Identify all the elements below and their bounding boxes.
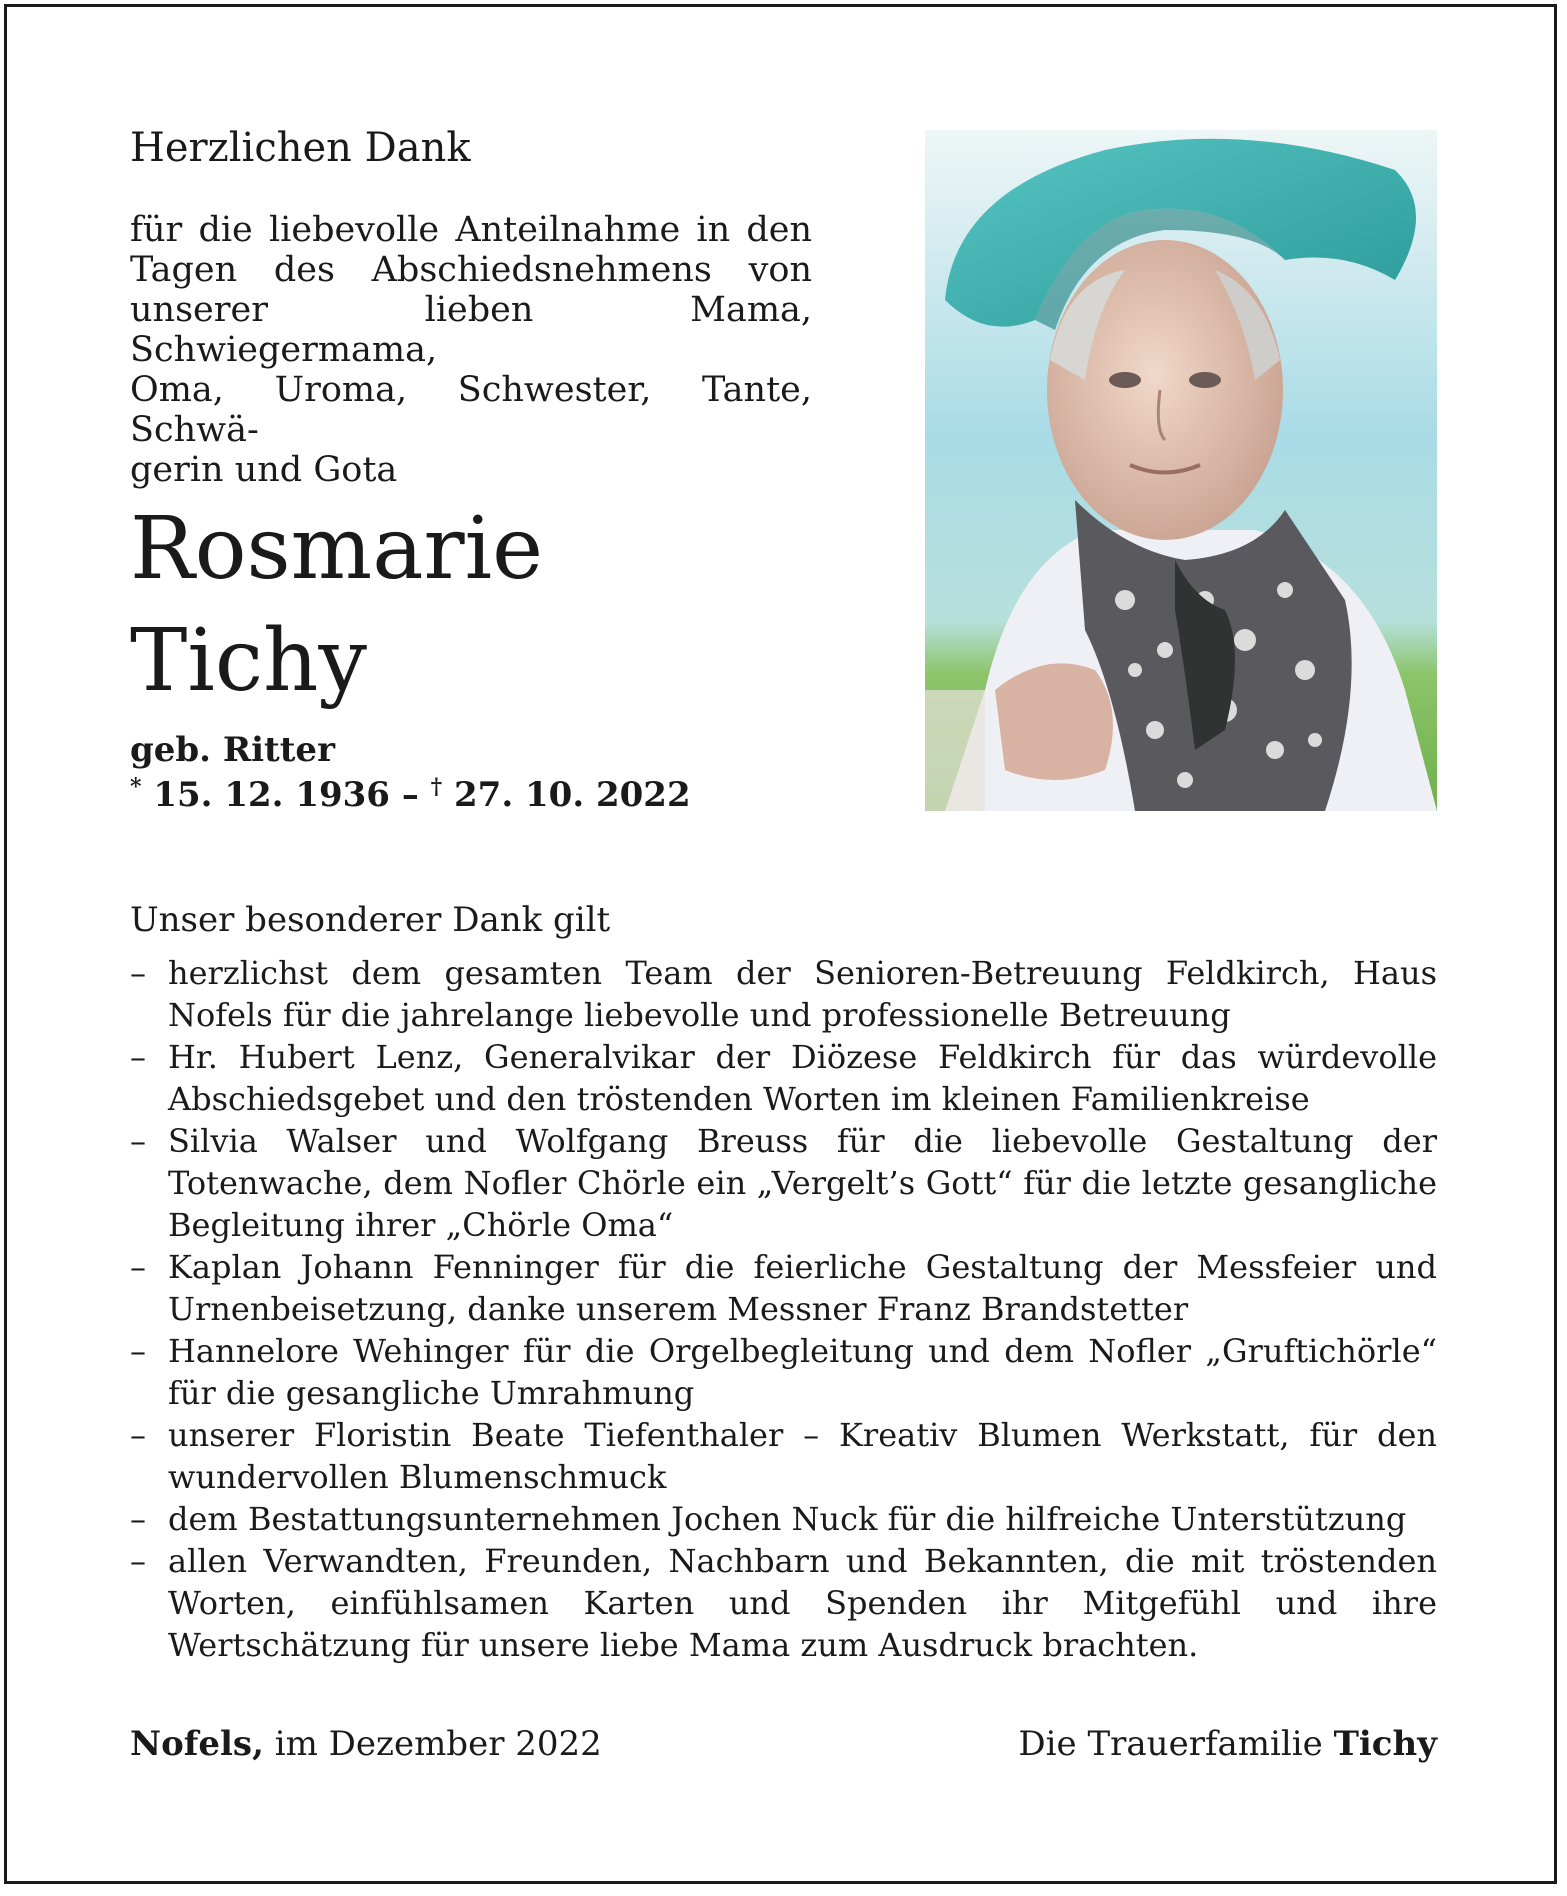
list-item: [130, 1540, 1437, 1666]
thanks-list: [130, 952, 1437, 1666]
maiden-name: geb. Ritter: [130, 730, 335, 770]
list-dash: –: [130, 1038, 146, 1076]
date-separator: –: [401, 775, 419, 815]
place-and-date: [130, 1722, 602, 1766]
list-dash: –: [130, 1500, 146, 1538]
portrait-photo: [925, 130, 1437, 811]
place-name: Nofels,: [130, 1724, 264, 1764]
list-item: [130, 952, 1437, 1036]
intro-line: Tagen des Abschiedsnehmens von: [130, 250, 812, 290]
list-item: [130, 1036, 1437, 1120]
intro-line: unserer lieben Mama, Schwiegermama,: [130, 290, 812, 370]
deceased-name: [130, 493, 543, 717]
list-item: [130, 1120, 1437, 1246]
list-dash: –: [130, 1332, 146, 1370]
list-item-text: Hannelore Wehinger für die Orgelbegleitung und dem Nofler „Gruftichörle“ für die gesangliche Umrahmung: [168, 1332, 1437, 1412]
family-name: Tichy: [1333, 1724, 1437, 1764]
death-date: 27. 10. 2022: [454, 775, 691, 815]
list-item: [130, 1246, 1437, 1330]
list-dash: –: [130, 1542, 146, 1580]
family-prefix: Die Trauerfamilie: [1018, 1724, 1323, 1764]
intro-paragraph: [130, 210, 812, 490]
list-item-text: herzlichst dem gesamten Team der Senioren-Betreuung Feldkirch, Haus Nofels für die jahrelange liebevolle und professionelle Betreuung: [168, 954, 1437, 1034]
intro-line: gerin und Gota: [130, 450, 398, 490]
list-item-text: dem Bestattungsunternehmen Jochen Nuck für die hilfreiche Unterstützung: [168, 1500, 1407, 1538]
list-item: [130, 1498, 1437, 1540]
last-name: Tichy: [130, 611, 368, 711]
birth-symbol: *: [130, 774, 142, 800]
list-item: [130, 1330, 1437, 1414]
notice-date: im Dezember 2022: [274, 1724, 602, 1764]
special-thanks-heading: Unser besonderer Dank gilt: [130, 900, 611, 940]
birth-date: 15. 12. 1936: [153, 775, 390, 815]
life-dates: [130, 774, 691, 816]
first-name: Rosmarie: [130, 499, 543, 599]
intro-line: für die liebevolle Anteilnahme in den: [130, 210, 812, 250]
list-item-text: Silvia Walser und Wolfgang Breuss für die liebevolle Gestaltung der Totenwache, dem Nofler Chörle ein „Vergelt’s Gott“ für die letzte gesangliche Begleitung ihrer „Chörle Oma“: [168, 1122, 1437, 1244]
list-item-text: Kaplan Johann Fenninger für die feierliche Gestaltung der Messfeier und Urnenbeisetzung, danke unserem Messner Franz Brandstetter: [168, 1248, 1437, 1328]
family-signature: [1018, 1722, 1437, 1766]
list-item-text: allen Verwandten, Freunden, Nachbarn und Bekannten, die mit tröstenden Worten, einfühlsamen Karten und Spenden ihr Mitgefühl und ihre Wertschätzung für unsere liebe Mama zum Ausdruck brachten.: [168, 1542, 1437, 1664]
list-item-text: unserer Floristin Beate Tiefenthaler – Kreativ Blumen Werkstatt, für den wundervollen Blumenschmuck: [168, 1416, 1437, 1496]
thanks-title: Herzlichen Dank: [130, 125, 471, 171]
list-dash: –: [130, 954, 146, 992]
list-dash: –: [130, 1248, 146, 1286]
death-symbol: †: [430, 774, 443, 800]
intro-line: Oma, Uroma, Schwester, Tante, Schwä-: [130, 370, 812, 450]
list-dash: –: [130, 1122, 146, 1160]
list-item-text: Hr. Hubert Lenz, Generalvikar der Diözese Feldkirch für das würdevolle Abschiedsgebet und den tröstenden Worten im kleinen Familienkreise: [168, 1038, 1437, 1118]
list-dash: –: [130, 1416, 146, 1454]
list-item: [130, 1414, 1437, 1498]
